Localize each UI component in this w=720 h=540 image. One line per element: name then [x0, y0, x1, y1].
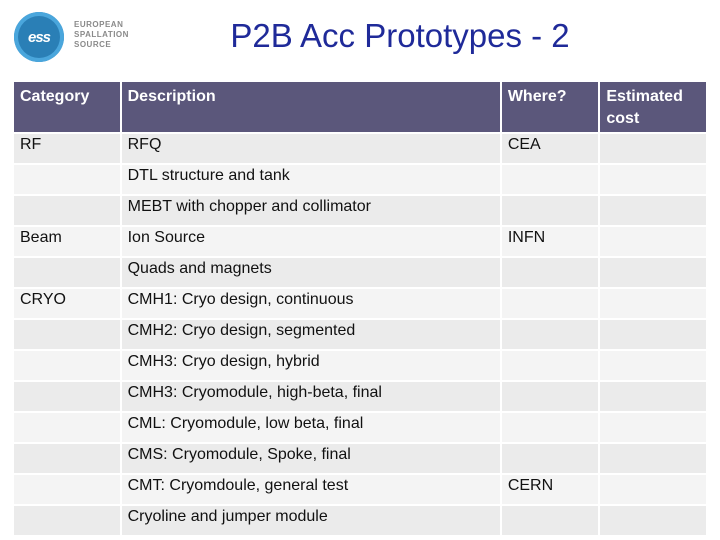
logo-line: SOURCE — [74, 40, 112, 49]
cell-cost — [600, 351, 706, 380]
cell-description: CMT: Cryomdoule, general test — [122, 475, 500, 504]
cell-where — [502, 444, 599, 473]
ess-logo-text — [74, 20, 134, 50]
slide-title: P2B Acc Prototypes - 2 — [230, 17, 570, 54]
cell-description: CMH1: Cryo design, continuous — [122, 289, 500, 318]
table-row — [14, 320, 706, 349]
table-row — [14, 227, 706, 256]
cell-cost — [600, 444, 706, 473]
cell-category — [14, 320, 120, 349]
table-header-row — [14, 82, 706, 132]
cell-description: CMH2: Cryo design, segmented — [122, 320, 500, 349]
cell-where — [502, 289, 599, 318]
cell-cost — [600, 289, 706, 318]
header-estimated-cost: Estimated cost — [600, 82, 706, 132]
cell-category: Beam — [14, 227, 120, 256]
cell-cost — [600, 134, 706, 163]
logo-line: EUROPEAN — [74, 20, 124, 29]
cell-where — [502, 320, 599, 349]
table-row — [14, 289, 706, 318]
cell-category — [14, 196, 120, 225]
cell-cost — [600, 165, 706, 194]
cell-cost — [600, 196, 706, 225]
table-row — [14, 258, 706, 287]
table-row — [14, 134, 706, 163]
cell-category — [14, 506, 120, 535]
cell-description: DTL structure and tank — [122, 165, 500, 194]
cell-category — [14, 444, 120, 473]
cell-category — [14, 165, 120, 194]
cell-description: CMH3: Cryomodule, high-beta, final — [122, 382, 500, 411]
cell-category: CRYO — [14, 289, 120, 318]
cell-cost — [600, 506, 706, 535]
table-row — [14, 475, 706, 504]
cell-description: RFQ — [122, 134, 500, 163]
cell-cost — [600, 382, 706, 411]
cell-where — [502, 506, 599, 535]
ess-logo-mark: ess — [14, 12, 64, 62]
cell-cost — [600, 227, 706, 256]
header-category: Category — [14, 82, 120, 132]
cell-description: Cryoline and jumper module — [122, 506, 500, 535]
cell-description: Ion Source — [122, 227, 500, 256]
header-where: Where? — [502, 82, 599, 132]
table-row — [14, 165, 706, 194]
cell-category — [14, 413, 120, 442]
cell-category — [14, 475, 120, 504]
table-row — [14, 351, 706, 380]
cell-cost — [600, 320, 706, 349]
logo-line: SPALLATION — [74, 30, 129, 39]
cell-where: INFN — [502, 227, 599, 256]
cell-category: RF — [14, 134, 120, 163]
cell-where: CERN — [502, 475, 599, 504]
cell-where — [502, 165, 599, 194]
cell-description: CMH3: Cryo design, hybrid — [122, 351, 500, 380]
cell-cost — [600, 413, 706, 442]
table-row — [14, 413, 706, 442]
cell-description: Quads and magnets — [122, 258, 500, 287]
cell-where — [502, 196, 599, 225]
cell-where — [502, 351, 599, 380]
cell-where — [502, 413, 599, 442]
cell-where — [502, 258, 599, 287]
cell-description: CML: Cryomodule, low beta, final — [122, 413, 500, 442]
cell-category — [14, 258, 120, 287]
table-row — [14, 506, 706, 535]
cell-category — [14, 351, 120, 380]
cell-cost — [600, 258, 706, 287]
header-description: Description — [122, 82, 500, 132]
table-row — [14, 382, 706, 411]
cell-cost — [600, 475, 706, 504]
table-row — [14, 196, 706, 225]
prototypes-table — [12, 80, 708, 537]
cell-where: CEA — [502, 134, 599, 163]
cell-description: MEBT with chopper and collimator — [122, 196, 500, 225]
cell-category — [14, 382, 120, 411]
ess-logo — [14, 12, 129, 70]
table-row — [14, 444, 706, 473]
cell-where — [502, 382, 599, 411]
cell-description: CMS: Cryomodule, Spoke, final — [122, 444, 500, 473]
